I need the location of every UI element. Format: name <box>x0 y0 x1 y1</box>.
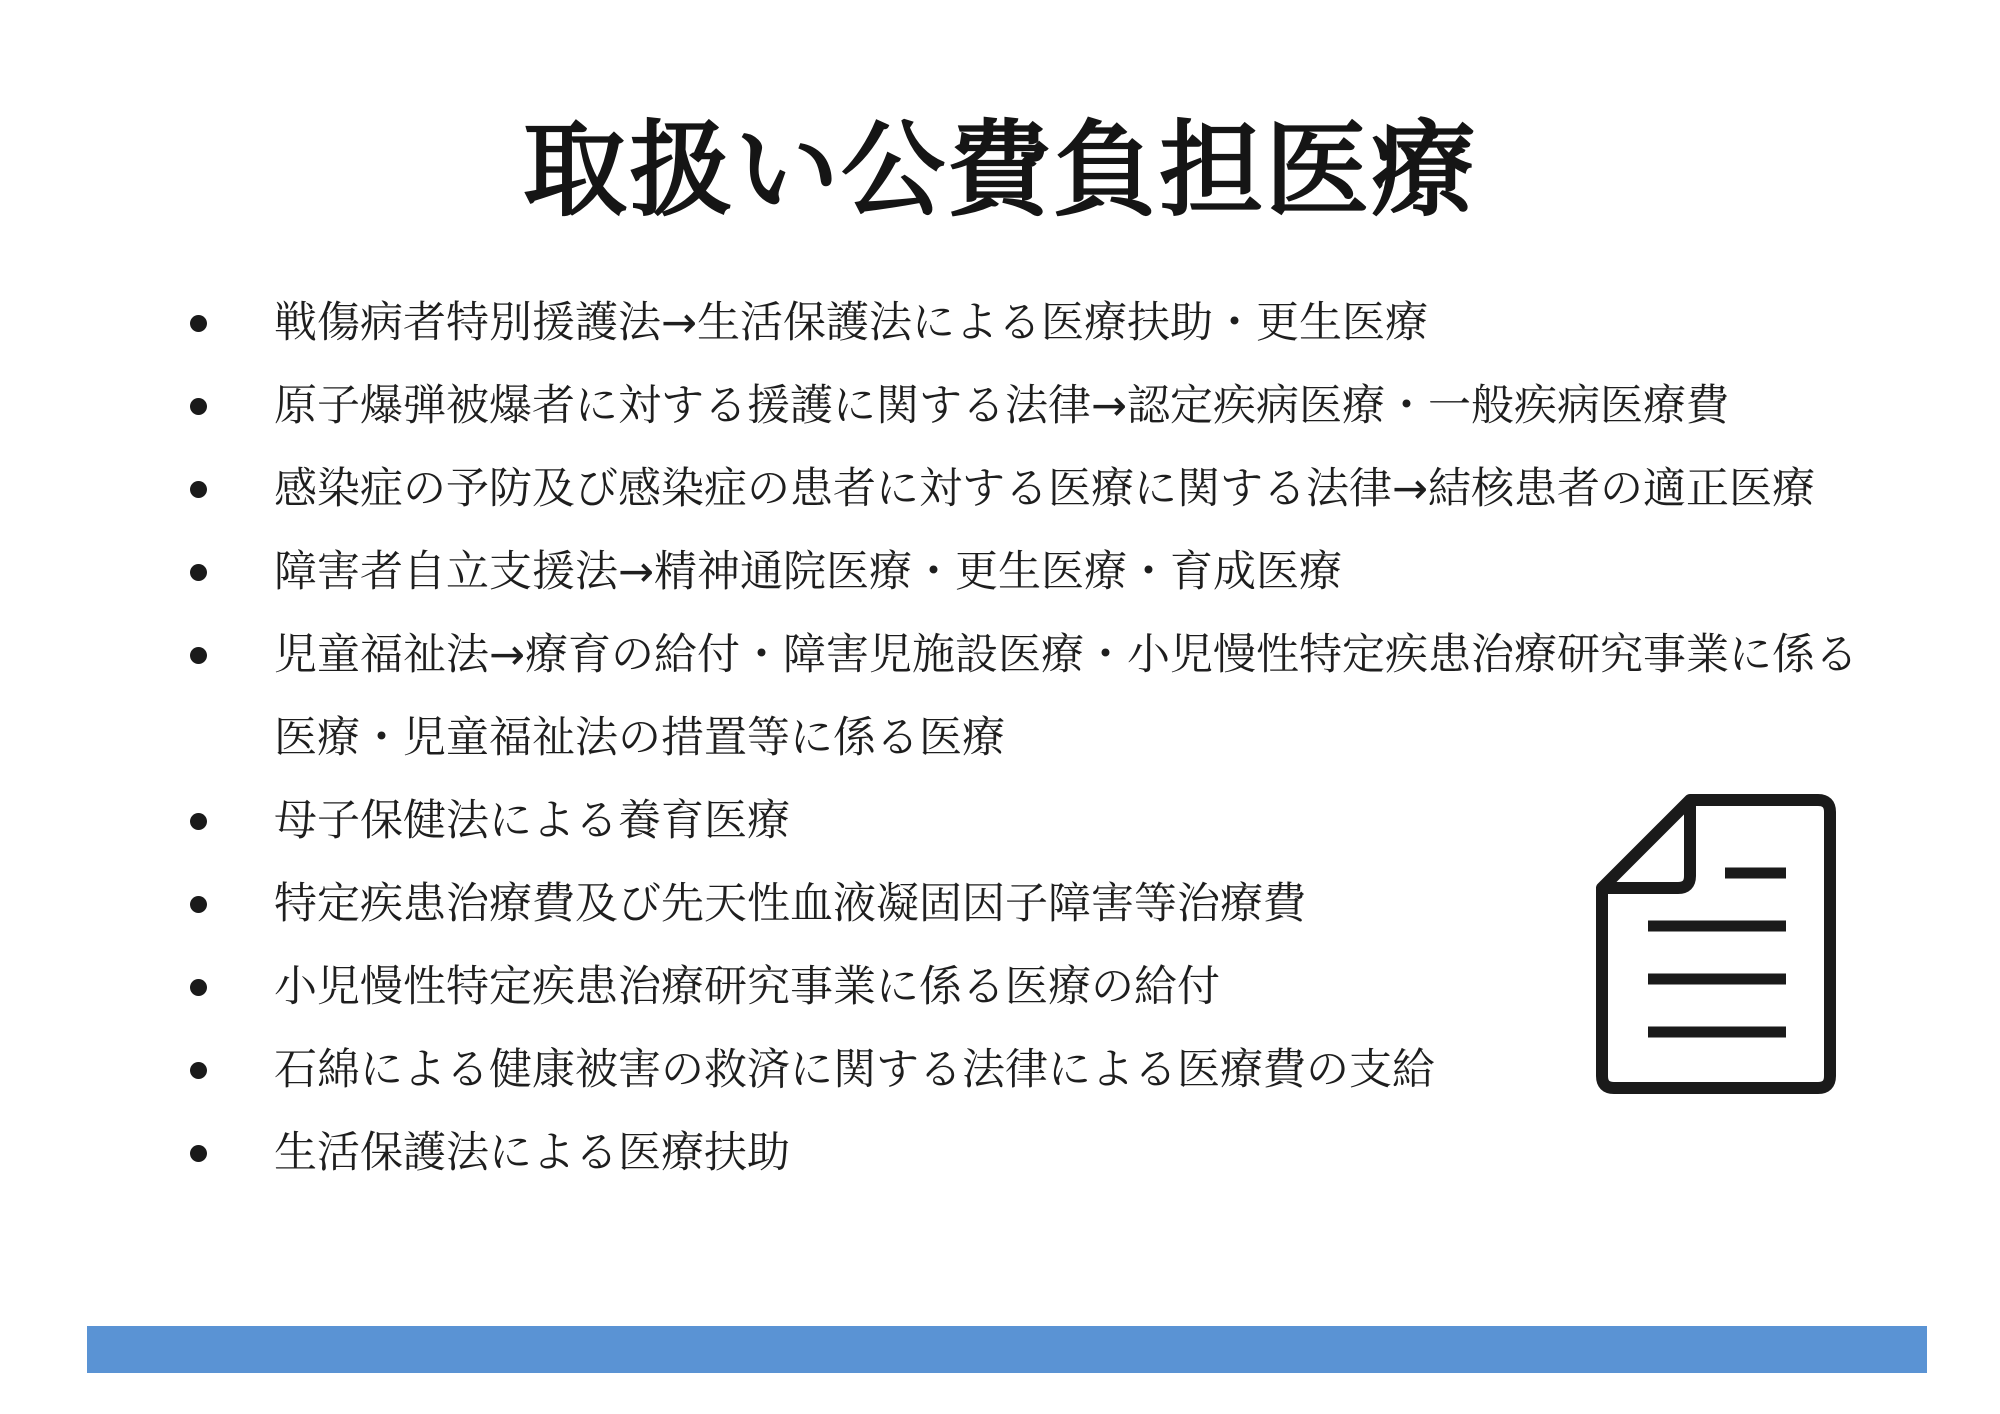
list-item <box>180 282 1920 365</box>
bullet-icon <box>190 1062 207 1079</box>
page-title: 取扱い公費負担医療 <box>522 109 1477 231</box>
item-text: 児童福祉法→療育の給付・障害児施設医療・小児慢性特定疾患治療研究事業に係る <box>274 630 1859 680</box>
bullet-icon <box>190 1145 207 1162</box>
item-text: 生活保護法による医療扶助 <box>274 1128 790 1178</box>
item-text: 小児慢性特定疾患治療研究事業に係る医療の給付 <box>274 962 1220 1012</box>
item-text-continuation: 医療・児童福祉法の措置等に係る医療 <box>274 713 1005 763</box>
list-item <box>180 1112 1920 1195</box>
item-text: 母子保健法による養育医療 <box>274 796 790 846</box>
item-text: 戦傷病者特別援護法→生活保護法による医療扶助・更生医療 <box>274 298 1429 348</box>
bullet-icon <box>190 813 207 830</box>
item-text: 石綿による健康被害の救済に関する法律による医療費の支給 <box>274 1045 1435 1095</box>
item-text: 原子爆弾被爆者に対する援護に関する法律→認定疾病医療・一般疾病医療費 <box>274 381 1730 431</box>
item-text: 特定疾患治療費及び先天性血液凝固因子障害等治療費 <box>274 879 1306 929</box>
list-item <box>180 448 1920 531</box>
bullet-icon <box>190 315 207 332</box>
bullet-icon <box>190 647 207 664</box>
document-icon <box>1590 788 1842 1100</box>
footer-bar <box>87 1326 1927 1373</box>
bullet-icon <box>190 896 207 913</box>
list-item <box>180 365 1920 448</box>
bullet-icon <box>190 398 207 415</box>
bullet-icon <box>190 481 207 498</box>
bullet-icon <box>190 564 207 581</box>
list-item <box>180 531 1920 614</box>
item-text: 障害者自立支援法→精神通院医療・更生医療・育成医療 <box>274 547 1343 597</box>
list-item <box>180 614 1920 780</box>
item-text: 感染症の予防及び感染症の患者に対する医療に関する法律→結核患者の適正医療 <box>274 464 1816 514</box>
bullet-icon <box>190 979 207 996</box>
